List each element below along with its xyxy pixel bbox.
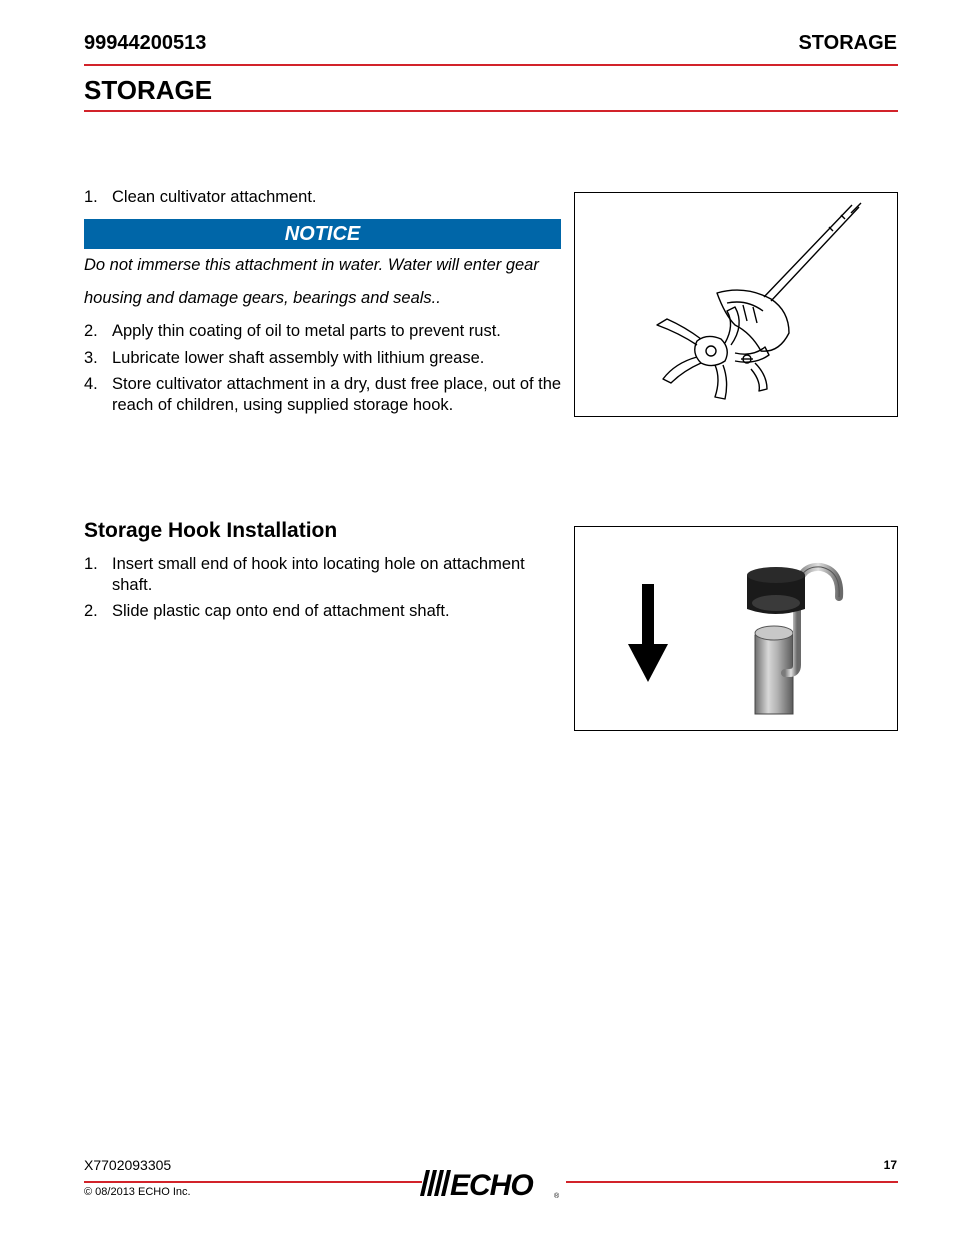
step-number: 1. [84,555,98,573]
list-item [84,348,564,369]
list-item [84,601,564,622]
echo-logo [420,1168,566,1200]
title-divider [84,110,898,112]
step-text: Slide plastic cap onto end of attachment shaft. [112,602,450,620]
list-item [84,187,564,208]
footer-divider-right [566,1181,898,1183]
svg-text:®: ® [554,1193,560,1200]
step-number: 1. [84,188,98,206]
echo-logo-text: ECHO [450,1169,533,1200]
step-number: 3. [84,349,98,367]
step-text: Apply thin coating of oil to metal parts to prevent rust. [112,322,501,340]
notice-text-line2: housing and damage gears, bearings and seals.. [84,289,441,307]
header-divider [84,64,898,66]
page-number: 17 [883,1158,897,1172]
step-number: 2. [84,322,98,340]
list-item [84,374,564,416]
cultivator-figure [574,192,898,417]
step-text: Lubricate lower shaft assembly with lithium grease. [112,349,485,367]
document-number: 99944200513 [84,32,207,54]
step-text: Clean cultivator attachment. [112,188,317,206]
footer-divider-left [84,1181,422,1183]
hook-section-title: Storage Hook Installation [84,519,338,542]
step-text: Store cultivator attachment in a dry, dust free place, out of the reach of children, using supplied storage hook. [112,375,562,414]
step-text: Insert small end of hook into locating hole on attachment shaft. [112,555,525,594]
step-number: 4. [84,375,98,393]
notice-text-line1: Do not immerse this attachment in water. Water will enter gear [84,256,539,274]
down-arrow-icon [628,584,668,682]
page-title: STORAGE [84,75,213,105]
notice-banner: NOTICE [84,219,561,249]
list-item [84,321,564,342]
step-number: 2. [84,602,98,620]
section-label: STORAGE [798,32,897,54]
part-number: X7702093305 [84,1157,172,1173]
copyright: © 08/2013 ECHO Inc. [84,1186,191,1198]
list-item [84,554,564,596]
storage-hook-illustration [575,527,897,730]
cultivator-illustration [575,193,897,416]
storage-hook-figure [574,526,898,731]
